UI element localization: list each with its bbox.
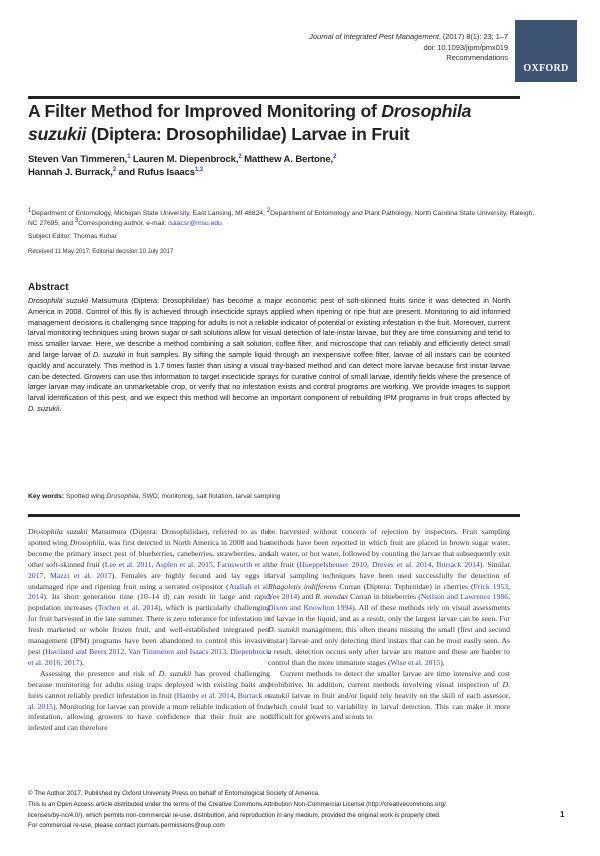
title-species: Drosophila suzukii <box>28 101 472 144</box>
citation-link[interactable]: Burrack 2014 <box>436 559 480 569</box>
text-run: , <box>151 559 156 569</box>
text-run: Curran (Diptera: Tephritidae) in cherries ( <box>336 581 474 591</box>
affiliations: $^1$Department of Entomology, Michigan State University, East Lansing, MI 48824, $^2$Department of Entomology and Plant Pathology, North Carolina State University, Raleigh, NC 27695, and $^3$Corresponding author, e-mail: isaacsr@msu.edu <box>28 207 535 227</box>
citation-link[interactable]: Farnsworth et al. 2017 <box>28 559 270 580</box>
citation-link[interactable]: Van Timmeren and Isaacs 2013 <box>128 646 227 656</box>
citation-link[interactable]: Frick 1953 <box>473 581 509 591</box>
citation-link[interactable]: Haviland and Beers 2012 <box>45 646 125 656</box>
permissions-line: For commercial re-use, please contact journals.permissions@oup.com <box>28 822 225 830</box>
abstract-text: Drosophila suzukii Matsumura (Diptera: Drosophilidae) has become a major economic pest of soft-skinned fruits since it was detected in North America in 2008. Control of this fly is achieved through insecticide sprays applied when ripening or ripe fruit are present. Monitoring to aid informed management decisions is challenging since trapping for adults is not a reliable indicator of potential or existing infestation in the fruit. Moreover, current larval monitoring techniques using brown sugar or salt solutions allow for visual detection of late-instar larvae, but they are time consuming and tend to miss smaller larvae. Here, we describe a method combining a salt solution, coffee filter, and microscope that can reliably and efficiently detect small and large larvae of D. suzukii in fruit samples. By sifting the sample liquid through an inexpensive coffee filter, larvae of all instars can be counted quickly and accurately. This method is 1.7 times faster than using a visual tray-based method and can detect more larvae because first instar larvae can be detected. Growers can use this information to target insecticide sprays for curative control of small larvae, identify fields where the presence of larger larvae may indicate an unmarketable crop, or verify that no infestation exists and control programs are working. We provide images to support larval identification of this pest, and we expect this method will become an important component of rebuilding IPM programs in fruit crops affected by D. suzukii. <box>28 296 510 413</box>
citation-link[interactable]: Hamby et al. 2014 <box>176 690 234 700</box>
text-run: , <box>43 570 51 580</box>
abstract-heading: Abstract <box>28 282 69 293</box>
top-rule <box>28 96 520 99</box>
text-run: , <box>431 559 437 569</box>
logo-text: OXFORD <box>523 63 569 74</box>
paragraph <box>28 527 270 669</box>
paragraph <box>268 527 510 669</box>
citation-link[interactable]: Mazzi et al. 2017 <box>50 570 112 580</box>
author-list <box>28 154 520 179</box>
italic-term: Drosophila suzukii <box>28 527 88 536</box>
license-footer <box>28 789 508 832</box>
oxford-logo <box>515 20 577 82</box>
italic-term: D. suzukii <box>268 625 300 635</box>
citation-link[interactable]: Wise et al. 2015 <box>390 657 441 667</box>
text-run: management, this often means missing the small (first and second instar) larvae and only detecting third instars that can be most easily seen. As a result, detection occurs only after larvae are mature and these are harder to control than the more immature stages ( <box>268 625 510 667</box>
paragraph <box>28 669 270 734</box>
text-run: ). Females are highly fecund and lay eggs in undamaged ripe and ripening fruit using a serrated ovipositor ( <box>28 570 271 591</box>
author[interactable]: Hannah J. Burrack,$^2$ <box>28 166 116 178</box>
text-run: , <box>508 592 511 602</box>
citation-link[interactable]: Neilson and Lawrence 1986 <box>420 592 509 602</box>
license-line: This is an Open Access article distributed under the terms of the Creative Commons Attribution Non-Commercial License (http://creativecommons.org/ <box>28 800 446 808</box>
journal-citation <box>309 32 508 43</box>
text-run: ). Monitoring for larvae can provide a more reliable indication of fruit infestation, allowing growers to have confidence that their fruit are not infested and can therefore <box>28 701 270 733</box>
citation-link[interactable]: Hueppelsheuser 2010 <box>299 559 367 569</box>
text-run: , <box>366 559 373 569</box>
text-run: ). Its short generation time (10–14 d) can result in large and rapid population increases ( <box>28 592 270 613</box>
text-run: , was first detected in North America in 2008 and has become the primary insect pest of blueberries, caneberries, strawberries, and other soft-skinned fruit ( <box>28 537 270 569</box>
author[interactable]: and Rufus Isaacs$^{1,3}$ <box>118 166 203 178</box>
text-run: be harvested without concern of rejection by inspectors. Fruit sampling methods have been reported in which fruit are placed in brown sugar water, salt water, or hot water, followed by counting the larvae that subsequently exit the fruit ( <box>268 527 510 569</box>
article-title <box>28 100 520 146</box>
italic-term: Rhagoletis indifferens <box>268 581 337 591</box>
copyright-line: © The Author 2017. Published by Oxford University Press on behalf of Entomological Society of America. <box>28 790 320 797</box>
text-run: Assessing the presence and risk of <box>40 668 159 678</box>
text-run: ). <box>79 657 84 667</box>
text-run: ). <box>440 657 445 667</box>
license-line: licenses/by-nc/4.0/), which permits non-commercial re-use, distribution, and reproduction in any medium, provided the original work is properly cited. <box>28 811 441 819</box>
title-text-1: A Filter Method for Improved Monitoring of <box>28 101 382 121</box>
journal-header <box>309 32 508 64</box>
author[interactable]: Steven Van Timmeren,$^1$ <box>28 153 131 165</box>
email-link[interactable]: isaacsr@msu.edu <box>168 219 222 227</box>
title-text-2: (Diptera: Drosophilidae) Larvae in Fruit <box>86 124 410 144</box>
italic-term: Drosophila <box>69 537 105 547</box>
citation-link[interactable]: Lee et al. 2011 <box>104 559 152 569</box>
article-type: Recommendations <box>446 53 508 62</box>
text-run: , <box>212 559 218 569</box>
author[interactable]: Matthew A. Bertone,$^2$ <box>244 153 337 165</box>
subject-editor: Subject Editor: Thomas Kuhar <box>28 233 118 240</box>
text-run: Current methods to detect the smaller larvae are time intensive and cost prohibitive. In addition, current methods involving visual inspection of <box>268 668 510 689</box>
text-run: ). Similar larval sampling techniques have been used successfully for detection of <box>268 559 511 580</box>
text-run: , <box>124 646 129 656</box>
text-run: ) and <box>297 592 316 602</box>
text-run: has proved challenging because monitoring for adults using traps deployed with existing baits and lures cannot reliably predict infestation in fruit ( <box>28 668 270 700</box>
italic-term: D. suzukii <box>158 668 192 678</box>
received-dates: Received 11 May 2017; Editorial decision 10 July 2017 <box>28 249 174 255</box>
italic-term: R. mendax <box>315 592 348 602</box>
text-run: , <box>226 646 231 656</box>
citation-text: , (2017) 8(1): 23; 1–7 <box>438 32 508 41</box>
keywords: Key words: Spotted wing Drosophila, SWD, monitoring, salt flotation, larval sampling <box>28 493 281 500</box>
italic-term: D. suzukii <box>268 679 510 700</box>
citation-link[interactable]: Atallah et al. 2014 <box>28 581 270 602</box>
doi[interactable]: doi: 10.1093/jipm/pmx019 <box>423 42 508 52</box>
page-number: 1 <box>560 810 565 819</box>
citation-link[interactable]: Diepenbrock et al. 2016, 2017 <box>28 646 270 667</box>
citation-link[interactable]: Burrack et al. 2015 <box>28 690 271 711</box>
journal-name: Journal of Integrated Pest Management <box>309 32 439 41</box>
citation-link[interactable]: Dixon and Knowlton 1994 <box>268 603 353 613</box>
author[interactable]: Lauren M. Diepenbrock,$^2$ <box>132 153 242 165</box>
body-column-right <box>268 527 510 723</box>
text-run: larvae in fruit and/or liquid rely heavily on the skill of each assessor, which could lead to variability in larval detection. This can make it more difficult for growers and scouts to <box>268 690 510 722</box>
text-run: Curran in blueberries ( <box>347 592 421 602</box>
abstract-rule <box>28 514 520 517</box>
text-run: ), which is particularly challenging for fruit harvested in the late summer. There is zero tolerance for infestation in fresh marketed or whole frozen fruit, and well-established integrated pest management (IPM) programs have been abandoned to control this invasive pest ( <box>28 603 270 656</box>
citation-link[interactable]: Dreves et al. 2014 <box>372 559 432 569</box>
body-column-left <box>28 527 270 734</box>
text-run: , <box>508 581 511 591</box>
text-run: Matsumura (Diptera: Drosophilidae), referred to as the spotted wing <box>28 527 270 547</box>
citation-link[interactable]: Yee 2014 <box>268 592 298 602</box>
text-run: ). All of these methods rely on visual assessments of larvae in the liquid, and as a result, only the largest larvae can be seen. For <box>268 603 510 624</box>
citation-link[interactable]: Asplen et al. 2015 <box>155 559 213 569</box>
paragraph <box>268 669 510 724</box>
text-run: , <box>233 690 238 700</box>
citation-link[interactable]: Tochen et al. 2014 <box>97 603 158 613</box>
